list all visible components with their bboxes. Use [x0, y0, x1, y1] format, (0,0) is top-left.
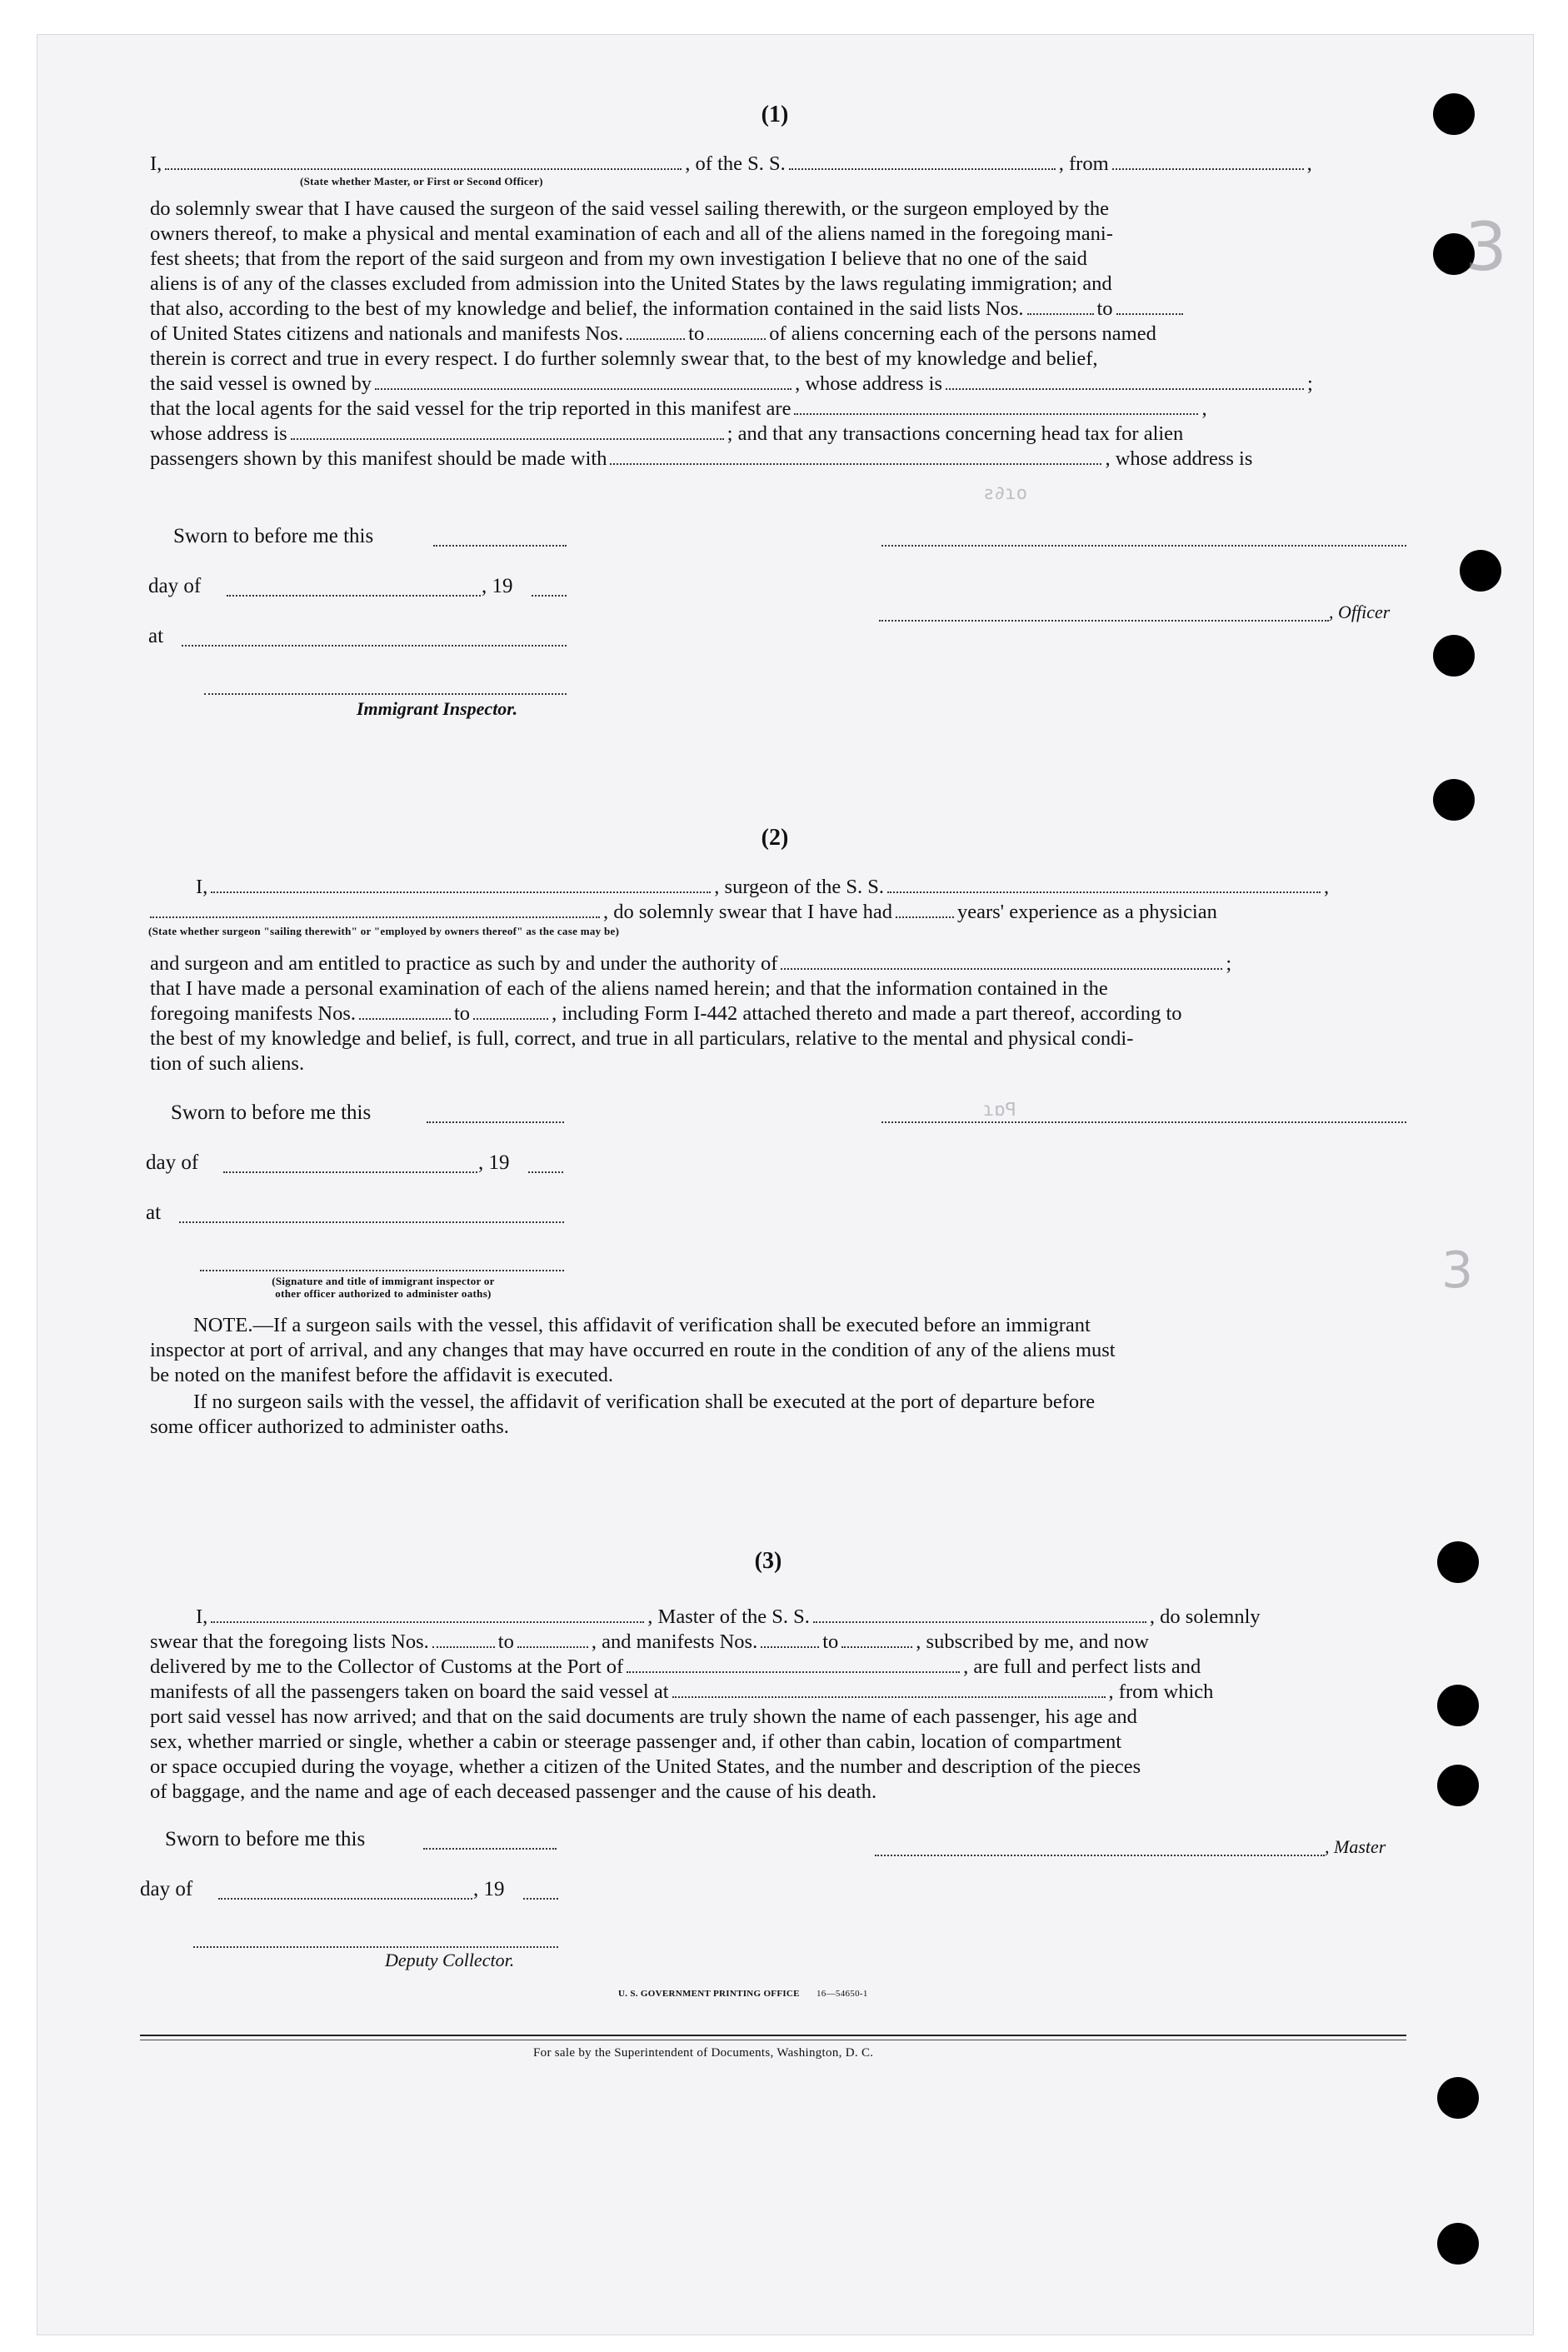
officer-signature-line[interactable]	[879, 620, 1329, 622]
section-2-day-label: day of	[146, 1151, 199, 1174]
bleed-through-mark: ɿɒꟼ	[983, 1100, 1016, 1121]
section-2-at-label: at	[146, 1201, 162, 1224]
bleed-through-mark: 3	[1441, 1241, 1474, 1300]
section-1-day-label: day of	[148, 575, 202, 597]
printer-imprint: U. S. GOVERNMENT PRINTING OFFICE	[618, 1989, 800, 1999]
section-1-number: (1)	[761, 102, 789, 127]
section-2-year-blank[interactable]	[528, 1171, 563, 1173]
master-label: , Master	[1325, 1836, 1386, 1857]
section-2-sworn-label: Sworn to before me this	[171, 1101, 372, 1124]
deputy-collector-label: Deputy Collector.	[385, 1950, 515, 1970]
bleed-through-mark: ƨ∂ɿo	[983, 483, 1027, 504]
section-3-day-blank[interactable]	[218, 1898, 472, 1900]
section-1-officer-note: (State whether Master, or First or Second Officer)	[300, 175, 543, 187]
section-1-header-line: I, , of the S. S. , from ,	[150, 152, 1312, 175]
section-3-header-lines: I, , Master of the S. S. , do solemnly swear that the foregoing lists Nos. to , and manifests Nos. to , subscribed by me, and now delivered by me to the Collector of Customs at the Port of , are full and perfect lists and manifests of all the passengers taken on board the said vessel at , from which	[150, 1605, 1261, 1703]
bleed-through-mark: 3	[1465, 208, 1507, 286]
binder-hole	[1437, 2223, 1479, 2265]
section-3-number: (3)	[754, 1548, 782, 1574]
section-2-sworn-blank[interactable]	[427, 1121, 564, 1123]
section-1-sworn-label: Sworn to before me this	[173, 525, 374, 547]
binder-hole	[1460, 550, 1501, 592]
section-3-year-label: , 19	[473, 1878, 505, 1900]
section-2-year-label: , 19	[478, 1151, 510, 1174]
section-1-year-blank[interactable]	[532, 595, 567, 597]
binder-hole	[1433, 779, 1475, 821]
section-2-surgeon-signature-line[interactable]	[881, 1121, 1406, 1123]
section-1-at-label: at	[148, 625, 164, 647]
section-2-signature-caption: (Signature and title of immigrant inspector or other officer authorized to administer oaths)	[272, 1275, 495, 1300]
section-1-at-blank[interactable]	[182, 645, 567, 647]
note-paragraph-1: NOTE.—If a surgeon sails with the vessel, this affidavit of verification shall be executed before an immigrant inspector at port of arrival, and any changes that may have occurred en route in the condition of any of the aliens must be noted on the manifest before the affidavit is executed.	[150, 1314, 1116, 1386]
sale-notice: For sale by the Superintendent of Documents, Washington, D. C.	[533, 2046, 874, 2060]
officer-label: , Officer	[1329, 602, 1391, 622]
binder-hole	[1437, 1765, 1479, 1806]
deputy-collector-signature-line[interactable]	[193, 1946, 558, 1948]
binder-hole	[1437, 1685, 1479, 1726]
section-1-body: do solemnly swear that I have caused the surgeon of the said vessel sailing therewith, or the surgeon employed by the owners thereof, to make a physical and mental examination of each and all of the aliens named in the foregoing mani- fest sheets; that from the report of the said surgeon and from my own investigation I believe that no one of the said aliens is of any of the classes excluded from admission into the United States by the laws regulating immigration; and that also, according to the best of my knowledge and belief, the information contained in the said lists Nos. to of United States citizens and nationals and manifests Nos. to of aliens concerning each of the persons named therein is correct and true in every respect. I do further solemnly swear that, to the best of my knowledge and belief, the said vessel is owned by , whose address is ; that the local agents for the said vessel for the trip reported in this manifest are , whose address is ; and that any transactions concerning head tax for alien passengers shown by this manifest should be made with , whose address is	[150, 197, 1313, 470]
section-3-sworn-blank[interactable]	[423, 1848, 557, 1850]
form-code: 16—54650-1	[816, 1989, 868, 1999]
binder-hole	[1433, 93, 1475, 135]
section-2-surgeon-note: (State whether surgeon "sailing therewith" or "employed by owners thereof" as the case may be)	[148, 925, 620, 937]
section-1-year-label: , 19	[482, 575, 513, 597]
section-3-body: port said vessel has now arrived; and that on the said documents are truly shown the name of each passenger, his age and sex, whether married or single, whether a cabin or steerage passenger and, if other than cabin, location of compartment or space occupied during the voyage, whether a citizen of the United States, and the number and description of the pieces of baggage, and the name and age of each deceased passenger and the cause of his death.	[150, 1705, 1141, 1803]
section-2-day-blank[interactable]	[223, 1171, 477, 1173]
section-2-inspector-signature-line[interactable]	[200, 1270, 564, 1271]
binder-hole	[1437, 1541, 1479, 1583]
section-1-sworn-blank[interactable]	[433, 545, 567, 547]
master-signature-line[interactable]	[875, 1855, 1325, 1856]
section-1-day-blank[interactable]	[227, 595, 481, 597]
footer-rule	[140, 2035, 1406, 2036]
section-2-header-line: I, , surgeon of the S. S. , , do solemnly swear that I have had years' experience as a physician	[150, 875, 1404, 925]
section-3-year-blank[interactable]	[523, 1898, 558, 1900]
section-2-number: (2)	[761, 825, 789, 851]
section-2-body: and surgeon and am entitled to practice as such by and under the authority of ; that I have made a personal examination of each of the aliens named herein; and that the information contained in the foregoing manifests Nos. to , including Form I-442 attached thereto and made a part thereof, according to the best of my knowledge and belief, is full, correct, and true in all particulars, relative to the mental and physical condi- tion of such aliens.	[150, 952, 1232, 1075]
immigrant-inspector-signature-line[interactable]	[204, 693, 567, 695]
immigrant-inspector-label: Immigrant Inspector.	[357, 698, 518, 719]
binder-hole	[1433, 635, 1475, 677]
binder-hole	[1437, 2077, 1479, 2119]
section-1-right-blank[interactable]	[881, 545, 1406, 547]
note-paragraph-2: If no surgeon sails with the vessel, the affidavit of verification shall be executed at the port of departure before some officer authorized to administer oaths.	[150, 1391, 1096, 1438]
section-3-day-label: day of	[140, 1878, 193, 1900]
section-3-sworn-label: Sworn to before me this	[165, 1828, 366, 1850]
section-2-at-blank[interactable]	[179, 1221, 564, 1223]
